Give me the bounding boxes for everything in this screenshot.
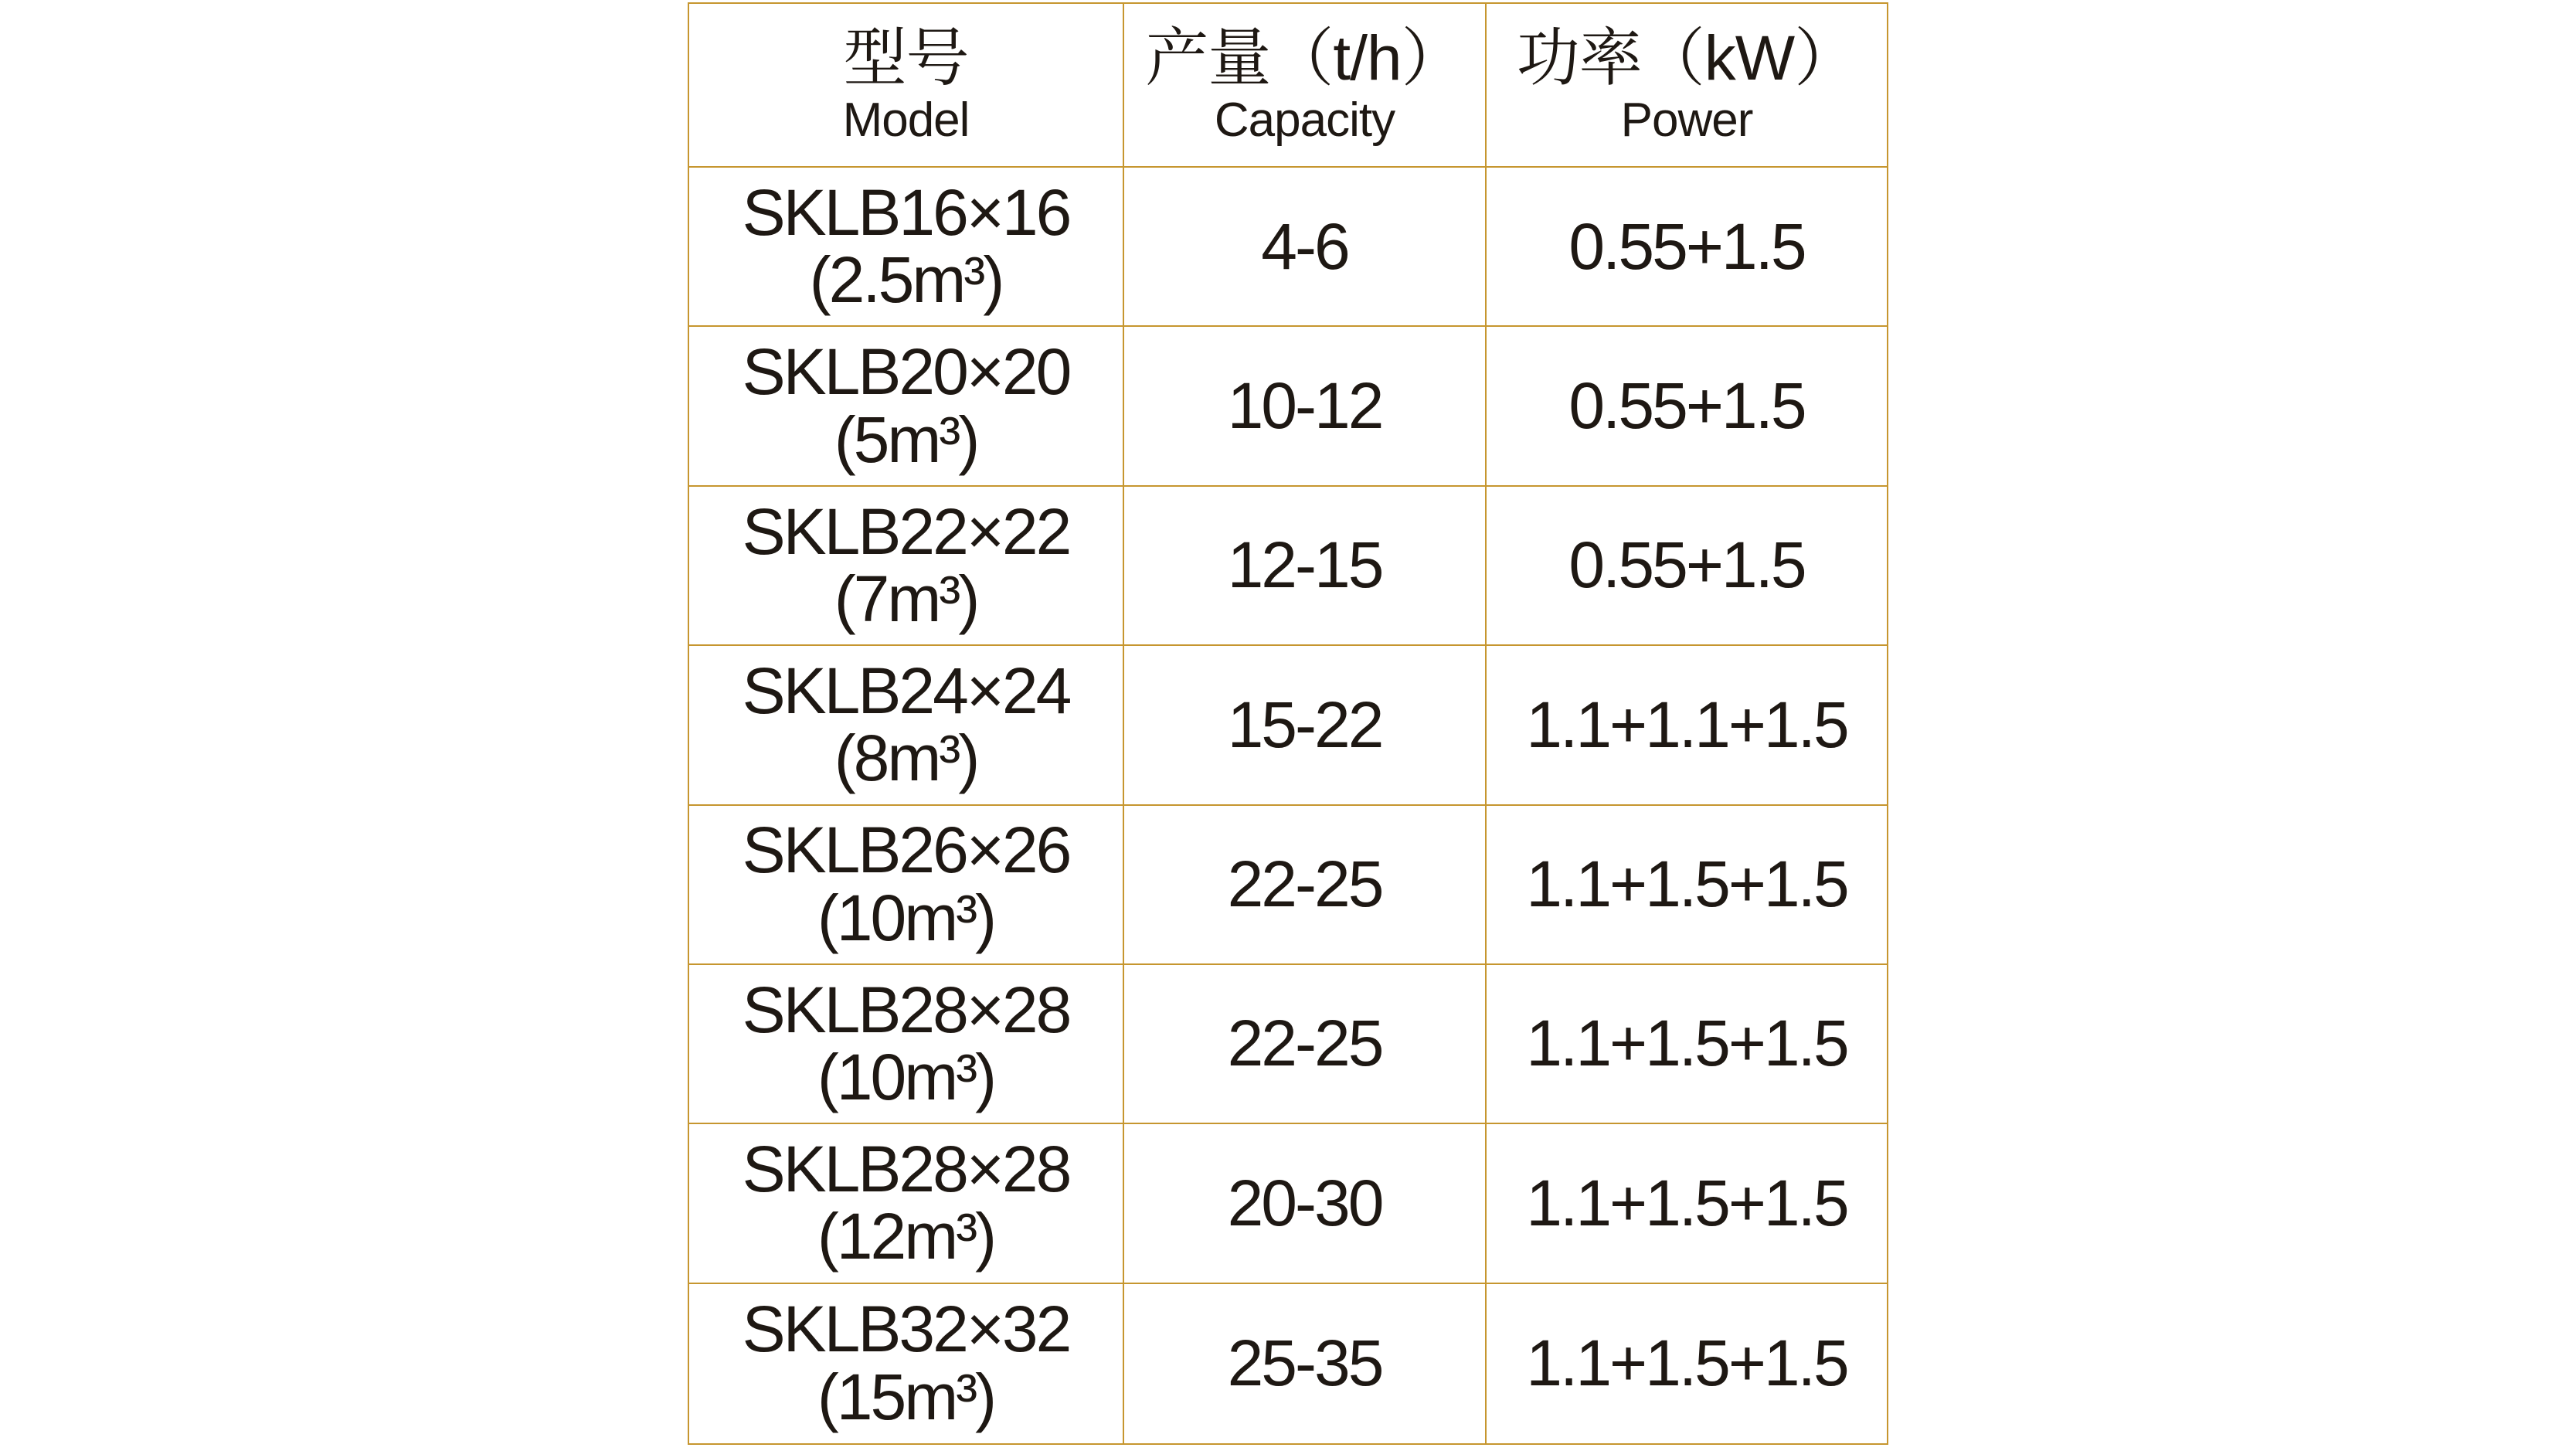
power-value: 1.1+1.5+1.5 [1526,1166,1847,1239]
power-value: 1.1+1.5+1.5 [1526,1007,1847,1080]
model-volume: (10m³) [817,1041,995,1114]
spec-table [688,2,1888,1445]
power-cell [1487,646,1887,805]
header-cell-capacity [1124,4,1487,168]
capacity-cell [1124,646,1487,805]
header-cell-model [689,4,1124,168]
model-name: SKLB22×22 [742,494,1070,568]
model-volume: (15m³) [817,1360,995,1433]
power-cell [1487,965,1887,1124]
capacity-cell [1124,168,1487,327]
header-capacity-en: Capacity [1214,93,1395,147]
model-cell [689,1284,1124,1443]
model-volume: (7m³) [834,562,978,635]
model-cell [689,168,1124,327]
power-value: 0.55+1.5 [1568,369,1805,442]
capacity-cell [1124,1124,1487,1283]
model-cell [689,327,1124,486]
capacity-value: 22-25 [1227,1007,1382,1080]
header-power-en: Power [1620,93,1753,147]
header-cell-power [1487,4,1887,168]
model-name: SKLB20×20 [742,335,1070,409]
capacity-value: 12-15 [1227,528,1382,602]
model-name: SKLB16×16 [742,175,1070,249]
header-power-zh: 功率（kW） [1516,22,1857,93]
model-volume: (2.5m³) [809,243,1003,317]
model-cell [689,1124,1124,1283]
model-name: SKLB28×28 [742,973,1070,1046]
capacity-value: 20-30 [1227,1166,1382,1239]
model-cell [689,806,1124,965]
power-cell [1487,1124,1887,1283]
power-cell [1487,327,1887,486]
model-volume: (12m³) [817,1200,995,1273]
power-value: 0.55+1.5 [1568,528,1805,602]
capacity-cell [1124,327,1487,486]
model-cell [689,646,1124,805]
model-name: SKLB26×26 [742,814,1070,887]
header-model-en: Model [842,93,970,147]
capacity-value: 10-12 [1227,369,1382,442]
capacity-value: 4-6 [1261,209,1348,283]
power-value: 1.1+1.5+1.5 [1526,848,1847,920]
header-model-zh: 型号 [843,22,969,93]
capacity-cell [1124,806,1487,965]
power-value: 1.1+1.5+1.5 [1526,1327,1847,1400]
model-volume: (5m³) [834,403,978,476]
power-cell [1487,1284,1887,1443]
power-value: 1.1+1.1+1.5 [1526,688,1847,761]
header-capacity-zh: 产量（t/h） [1145,22,1464,93]
model-name: SKLB24×24 [742,654,1070,727]
capacity-cell [1124,487,1487,646]
capacity-cell [1124,1284,1487,1443]
capacity-cell [1124,965,1487,1124]
power-cell [1487,806,1887,965]
power-value: 0.55+1.5 [1568,209,1805,283]
model-cell [689,487,1124,646]
power-cell [1487,168,1887,327]
model-volume: (10m³) [817,881,995,954]
power-cell [1487,487,1887,646]
capacity-value: 15-22 [1227,688,1382,761]
capacity-value: 25-35 [1227,1327,1382,1400]
model-volume: (8m³) [834,722,978,795]
capacity-value: 22-25 [1227,848,1382,920]
model-name: SKLB32×32 [742,1293,1070,1366]
model-cell [689,965,1124,1124]
model-name: SKLB28×28 [742,1133,1070,1206]
